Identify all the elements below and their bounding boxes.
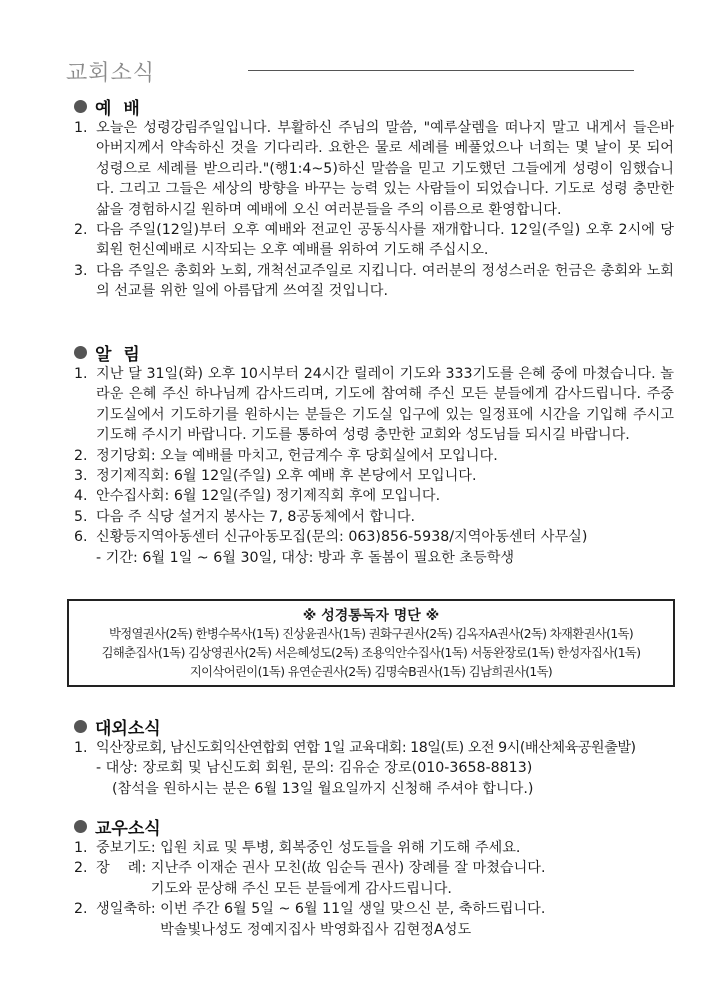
readers-line: 박정열권사(2독) 한병수목사(1독) 진상윤권사(1독) 권화구권사(2독) 김옥자A권사(2독) 차재환권사(1독) [108, 627, 634, 641]
title-divider [248, 70, 634, 71]
list-item: 2. 정기당회: 오늘 예배를 마치고, 헌금계수 후 당회실에서 모입니다. [74, 447, 498, 464]
bullet-icon [74, 100, 87, 113]
birthday-row: 2. 생일축하: 이번 주간 6월 5일 ~ 6월 11일 생일 맞으신 분, 축하드립니다. 박솔빛나성도 정예지집사 박영화집사 김현정A성도 [74, 901, 546, 938]
bullet-icon [74, 346, 87, 359]
list-item: 1. 익산장로회, 남신도회익산연합회 연합 1일 교육대회: 18일(토) 오전 9시(배산체육공원출발) [74, 740, 636, 756]
box-title: ※ 성경통독자 명단 ※ [302, 608, 440, 624]
external-news-section [74, 714, 674, 799]
list-subitem: - 기간: 6월 1일 ~ 6월 30일, 대상: 방과 후 돌봄이 필요한 초등학생 [96, 549, 515, 566]
page-title: 교회소식 [66, 61, 156, 86]
prayer-request-row: 1. 중보기도: 입원 치료 및 투병, 회복중인 성도들을 위해 기도해 주세요. [74, 840, 521, 856]
readers-line: 김해춘집사(1독) 김상영권사(2독) 서은혜성도(2독) 조용익안수집사(1독) 서동완장로(1독) 한성자집사(1독) [101, 646, 641, 660]
list-subitem: - 대상: 장로회 및 남신도회 회원, 문의: 김유순 장로(010-3658-8813) [96, 760, 533, 777]
readers-line: 지이삭어린이(1독) 유연순권사(2독) 김명숙B권사(1독) 김남희권사(1독) [189, 665, 553, 679]
bible-readers-box [67, 599, 675, 687]
notice-section [74, 340, 674, 568]
section-title: 대외소식 [95, 718, 161, 739]
worship-section [74, 94, 674, 302]
section-title: 예 배 [95, 98, 143, 119]
bullet-icon [74, 820, 87, 833]
funeral-row: 2. 장 례: 지난주 이재순 권사 모친(故 임순득 권사) 장례를 잘 마쳤습니다. 기도와 문상해 주신 모든 분들에게 감사드립니다. [74, 860, 546, 897]
list-item: 1. 오늘은 성령강림주일입니다. 부활하신 주님의 말씀, "예루살렘을 떠나지 말고 내게서 들은바 아버지께서 약속하신 것을 기다리라. 요한은 물로 세례를 베풀었으나 너희는 몇 날이 못 되어 성령으로 세례를 받으리라."(행1:4~5)하신 말씀을 믿고 기도했던 그들에게 성령이 임했습니다. 그리고 그들은 세상의 방향을 바꾸는 능력 있는 사람들이 되었습니다. 기도로 성령 충만한 삶을 경험하시길 원하며 예배에 오신 여러분들을 주의 이름으로 환영합니다. [74, 120, 674, 218]
members-news-section [74, 814, 674, 940]
section-title: 알 림 [95, 344, 143, 365]
list-item: 3. 다음 주일은 총회와 노회, 개척선교주일로 지킵니다. 여러분의 정성스러운 헌금은 총회와 노회의 선교를 위한 일에 아름답게 쓰여질 것입니다. [74, 262, 674, 300]
list-subitem: (참석을 원하시는 분은 6월 13일 월요일까지 신청해 주셔야 합니다.) [112, 780, 534, 797]
list-item: 2. 다음 주일(12일)부터 오후 예배와 전교인 공동식사를 재개합니다. 12일(주일) 오후 2시에 당회원 헌신예배로 시작되는 오후 예배를 위하여 기도해 주십시오. [74, 222, 674, 259]
list-item: 3. 정기제직회: 6월 12일(주일) 오후 예배 후 본당에서 모입니다. [74, 468, 477, 485]
list-item: 1. 지난 달 31일(화) 오후 10시부터 24시간 릴레이 기도와 333기도를 은혜 중에 마쳤습니다. 놀라운 은혜 주신 하나님께 감사드리며, 기도에 참여해 주신 모든 분들에게 감사드립니다. 주중 기도실에서 기도하기를 원하시는 분들은 기도실 입구에 있는 일정표에 시간을 기입해 주시고 기도해 주시기 바랍니다. 기도를 통하여 성령 충만한 교회와 성도님들 되시길 바랍니다. [74, 366, 674, 444]
list-item: 4. 안수집사회: 6월 12일(주일) 정기제직회 후에 모입니다. [74, 488, 441, 505]
list-item: 6. 신황등지역아동센터 신규아동모집(문의: 063)856-5938/지역아동센터 사무실) [74, 529, 588, 546]
bullet-icon [74, 720, 87, 733]
section-title: 교우소식 [95, 818, 161, 839]
list-item: 5. 다음 주 식당 설거지 봉사는 7, 8공동체에서 합니다. [74, 508, 416, 525]
